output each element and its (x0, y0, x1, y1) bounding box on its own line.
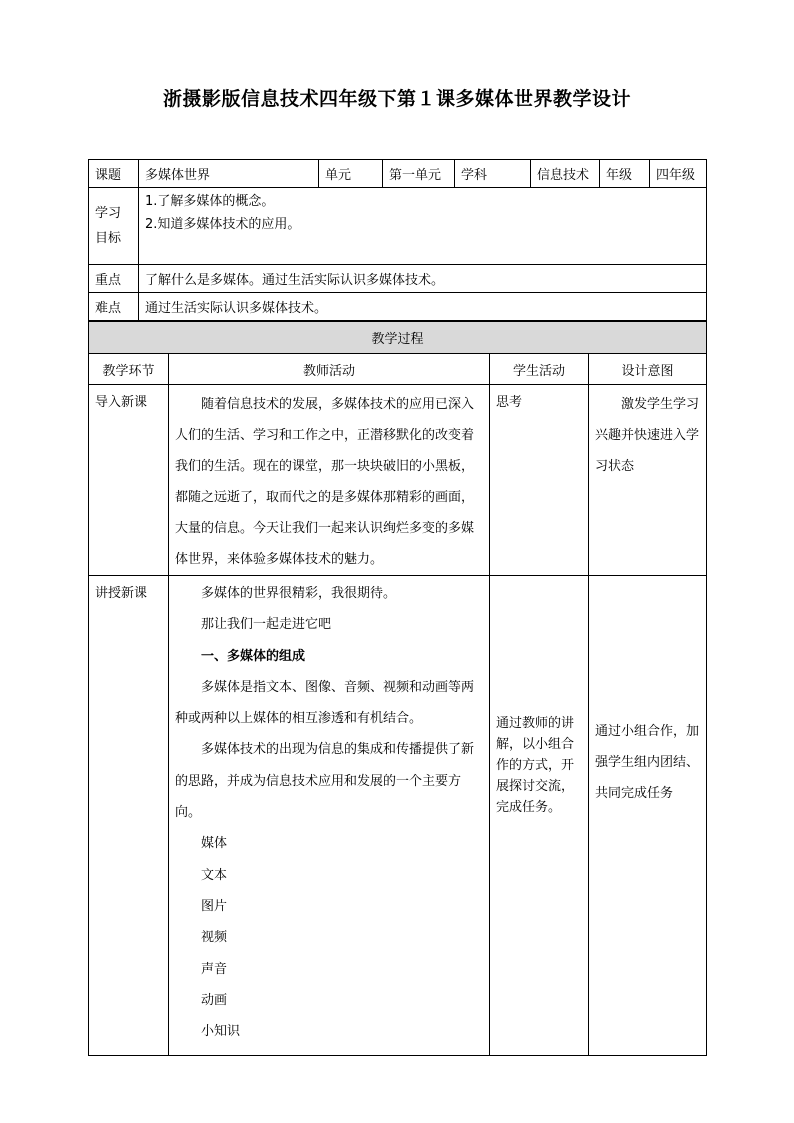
grade-value: 四年级 (650, 160, 707, 188)
unit-label: 单元 (319, 160, 383, 188)
stage-intro: 导入新课 (89, 385, 169, 576)
goal-item: 2.知道多媒体技术的应用。 (145, 217, 301, 232)
goals-label-line: 学习 (95, 206, 122, 221)
process-title: 教学过程 (89, 322, 707, 354)
header-student: 学生活动 (490, 354, 589, 385)
teacher-paragraph: 多媒体是指文本、图像、音频、视频和动画等两种或两种以上媒体的相互渗透和有机结合。 (175, 679, 475, 727)
section-heading: 一、多媒体的组成 (201, 648, 306, 664)
difficulty-value: 通过生活实际认识多媒体技术。 (139, 293, 707, 321)
media-type-item: 声音 (201, 961, 228, 977)
design-intent-new (589, 576, 707, 1056)
stage-new-lesson: 讲授新课 (89, 576, 169, 1056)
teacher-line: 多媒体的世界很精彩，我很期待。 (201, 586, 397, 601)
goals-label-line: 目标 (95, 231, 122, 246)
teacher-paragraph: 多媒体技术的出现为信息的集成和传播提供了新的思路，并成为信息技术应用和发展的一个主要方向。 (175, 742, 475, 821)
media-type-item: 文本 (201, 867, 228, 883)
intent-paragraph: 激发学生学习兴趣并快速进入学习状态 (595, 397, 700, 474)
goals-value (139, 188, 707, 265)
teacher-line: 那让我们一起走进它吧 (201, 617, 332, 633)
header-intent: 设计意图 (589, 354, 707, 385)
header-stage: 教学环节 (89, 354, 169, 385)
topic-label: 课题 (89, 160, 139, 188)
media-type-item: 视频 (201, 930, 228, 946)
media-type-item: 动画 (201, 992, 228, 1008)
topic-value: 多媒体世界 (139, 160, 319, 188)
key-point-value: 了解什么是多媒体。通过生活实际认识多媒体技术。 (139, 265, 707, 293)
student-activity-intro: 思考 (490, 385, 589, 576)
difficulty-label: 难点 (89, 293, 139, 321)
teacher-activity-new (169, 576, 490, 1056)
media-type-item: 图片 (201, 898, 228, 914)
student-activity-new (490, 576, 589, 1056)
unit-value: 第一单元 (383, 160, 455, 188)
student-text: 通过教师的讲解，以小组合作的方式，开展探讨交流，完成任务。 (496, 716, 575, 815)
teacher-paragraph: 随着信息技术的发展，多媒体技术的应用已深入人们的生活、学习和工作之中，正潜移默化的改变着我们的生活。现在的课堂，那一块块破旧的小黑板，都随之远逝了，取而代之的是多媒体那精彩的画面，大量的信息。今天让我们一起来认识绚烂多变的多媒体世界，来体验多媒体技术的魅力。 (175, 397, 475, 567)
header-teacher: 教师活动 (169, 354, 490, 385)
subject-label: 学科 (455, 160, 531, 188)
goal-item: 1.了解多媒体的概念。 (145, 194, 275, 209)
media-type-item: 媒体 (201, 836, 228, 852)
lesson-info-table (88, 159, 707, 321)
intent-text: 通过小组合作，加强学生组内团结、共同完成任务 (595, 723, 700, 801)
document-title: 浙摄影版信息技术四年级下第１课多媒体世界教学设计 (162, 88, 631, 110)
key-point-label: 重点 (89, 265, 139, 293)
grade-label: 年级 (600, 160, 650, 188)
tips-item: 小知识 (201, 1024, 241, 1040)
teacher-activity-intro (169, 385, 490, 576)
subject-value: 信息技术 (531, 160, 600, 188)
design-intent-intro (589, 385, 707, 576)
teaching-process-table (88, 321, 707, 1056)
goals-label (89, 188, 139, 265)
